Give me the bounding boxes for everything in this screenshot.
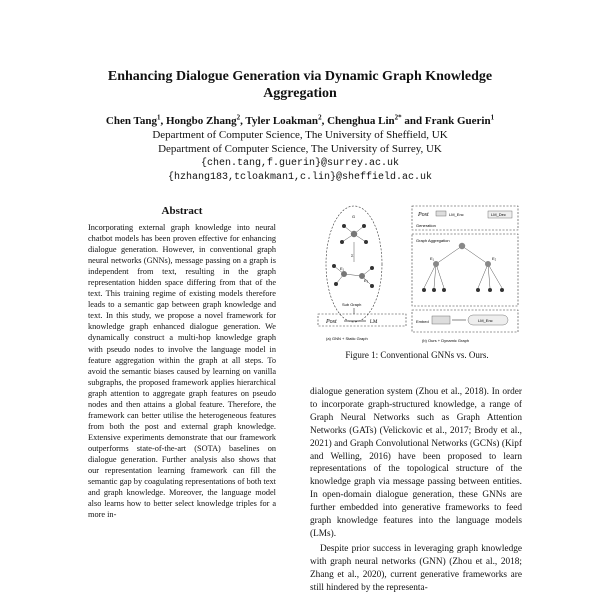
entity-label: E₁ <box>340 266 345 271</box>
author: Hongbo Zhang$^2$ <box>165 113 241 127</box>
affiliation: Department of Computer Science, The University of Sheffield, UK <box>152 129 448 141</box>
post-label: Post <box>326 319 337 325</box>
paragraph: Despite prior success in leveraging graph knowledge with graph neural networks (GNN) (Zhou et al., 2018; Zhang et al., 2020), current generative frameworks are still hindered by the representa- <box>310 543 522 593</box>
abstract-heading: Abstract <box>161 205 203 217</box>
abstract-body: Incorporating external graph knowledge into neural chatbot models has been proven effective for enhancing dialogue generation. However, in conventional graph neural networks (GNNs), message passing on a graph is independent from text, resulting in the graph representation hidden space differing from that of the text. This training regime of existing models therefore leads to a semantic gap between graph knowledge and text. In this study, we propose a novel framework for knowledge graph enhanced dialogue generation. We dynamically construct a multi-hop knowledge graph with pseudo nodes to involve the language model in feature aggregation within the graph at all steps. To avoid the semantic biases caused by learning on vanilla subgraphs, the proposed framework applies hierarchical graph attention to aggregate graph features on pseudo nodes and then attains a global feature. Therefore, the framework can better utilise the heterogeneous features from both the post and external graph knowledge. Extensive experiments demonstrate that our framework outperforms state-of-the-art (SOTA) baselines on dialogue generation. Further analysis also shows that our representation learning framework can fill the semantic gap by coagulating representations of both text and graph knowledge. Moreover, the language model also learns how to better select knowledge triples for a more in- <box>88 223 276 520</box>
body-text <box>310 386 522 595</box>
author: Tyler Loakman$^2$ <box>245 113 322 127</box>
author-list: Chen Tang$^1$, Hongbo Zhang$^2$, Tyler Loakman$^2$, Chenghua Lin$^{2*}$ and Frank Guerin$^1$ <box>105 113 495 127</box>
lm-label: LM <box>370 320 378 325</box>
lm-decoder-label: LM_Dec <box>491 212 506 217</box>
paragraph: dialogue generation system (Zhou et al., 2018). In order to incorporate graph-structured knowledge, a range of Graph Neural Networks such as Graph Attention Networks (GATs) (Velickovic et al., 2017; Brody et al., 2021) and Graph Convolutional Networks (GCNs) (Kipf and Welling, 2016) have been proposed to learn representations of the topological structure of the knowledge graph via message passing between entities. In open-domain dialogue generation, these GNNs are further embedded into generative frameworks to feed graph knowledge features into the language models (LMs). <box>310 387 522 539</box>
graph-aggregation-box <box>412 234 518 306</box>
author: Frank Guerin$^1$ <box>424 113 495 127</box>
title-line-2: Aggregation <box>263 86 337 101</box>
entity-label: E₂ <box>364 278 369 283</box>
affiliation: Department of Computer Science, The University of Surrey, UK <box>158 143 442 155</box>
lm-block <box>436 211 446 216</box>
lm-encoder-label: LM_Enc <box>449 212 464 217</box>
generation-label: Generation <box>416 223 436 228</box>
post-label: Post <box>418 212 429 218</box>
subgraph-label: Sub Graph <box>342 302 362 307</box>
dynamic-graph-edges <box>424 246 502 288</box>
embedding-block <box>432 316 450 324</box>
title-line-1: Enhancing Dialogue Generation via Dynamic Graph Knowledge <box>107 69 493 84</box>
author: Chenghua Lin$^{2*}$ <box>327 113 402 127</box>
lm-encoder-label: LM_Enc <box>478 318 493 323</box>
graph-aggregation-label: Graph Aggregation <box>416 238 450 243</box>
author: Chen Tang$^1$ <box>105 113 161 127</box>
email: {chen.tang,f.guerin}@surrey.ac.uk <box>200 158 400 169</box>
figure-1 <box>312 202 522 348</box>
subfigure-a-label: (a) GNN + Static Graph <box>326 336 368 341</box>
embed-label: Embed <box>416 319 429 324</box>
sum-label: Σ <box>351 253 354 258</box>
entity-label: E₁ <box>430 256 435 261</box>
graph-label: G <box>352 214 356 219</box>
figure-caption: Figure 1: Conventional GNNs vs. Ours. <box>345 350 489 360</box>
paper-title <box>80 68 520 102</box>
email: {hzhang183,tcloakman1,c.lin}@sheffield.ac.uk <box>167 172 433 183</box>
entity-label: E₂ <box>492 256 497 261</box>
subfigure-b-label: (b) Ours + Dynamic Graph <box>422 338 470 343</box>
